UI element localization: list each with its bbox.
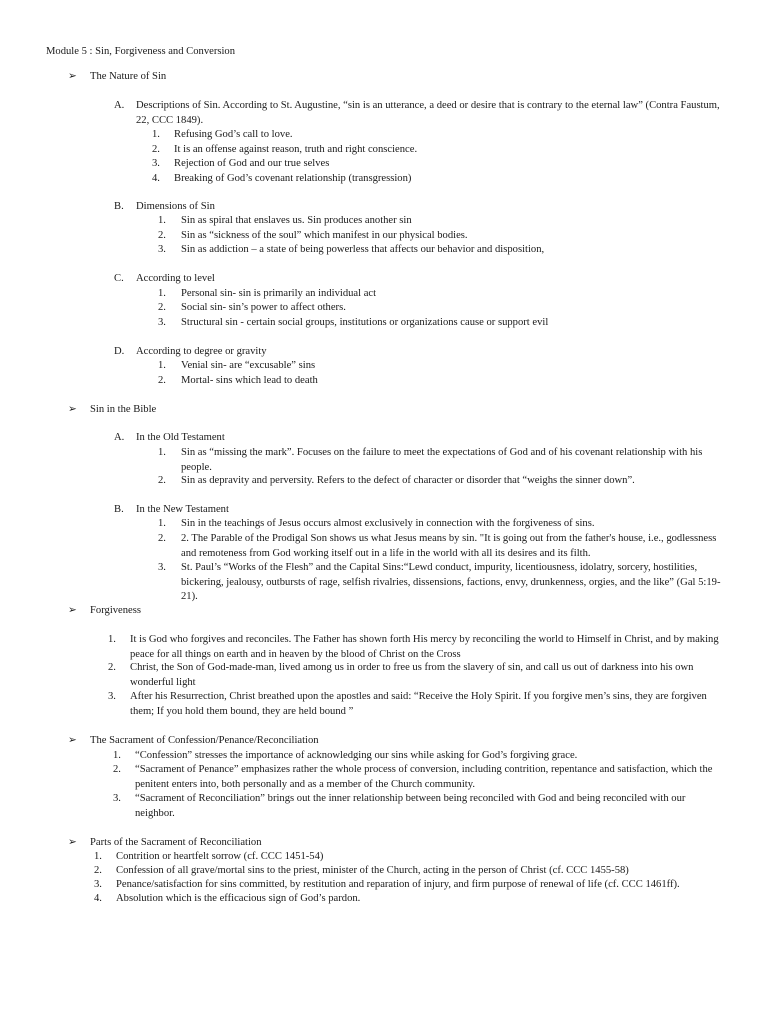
list-text: It is an offense against reason, truth and right conscience. xyxy=(174,144,418,155)
list-number: 3. xyxy=(94,879,102,890)
list-number: 3. xyxy=(113,793,121,804)
list-text: Contrition or heartfelt sorrow (cf. CCC 1451-54) xyxy=(116,851,324,862)
subsection-letter: B. xyxy=(114,504,124,515)
list-number: 2. xyxy=(108,662,116,673)
list-number: 1. xyxy=(158,360,166,371)
arrow-bullet-icon: ➢ xyxy=(68,404,77,415)
list-number: 4. xyxy=(152,173,160,184)
list-text: Penance/satisfaction for sins committed, by restitution and reparation of injury, and firm purpose of renewal of life (cf. CCC 1461ff). xyxy=(116,879,680,890)
list-text: Absolution which is the efficacious sign of God’s pardon. xyxy=(116,893,361,904)
list-text: Refusing God’s call to love. xyxy=(174,129,293,140)
list-text: Breaking of God’s covenant relationship (transgression) xyxy=(174,173,412,184)
subsection-text: In the New Testament xyxy=(136,504,229,515)
list-text: Rejection of God and our true selves xyxy=(174,158,330,169)
subsection-letter: B. xyxy=(114,201,124,212)
subsection-letter: A. xyxy=(114,432,125,443)
list-number: 4. xyxy=(94,893,102,904)
list-text: Social sin- sin’s power to affect others. xyxy=(181,302,346,313)
list-number: 2. xyxy=(158,475,166,486)
list-number: 1. xyxy=(94,851,102,862)
subsection-text: Descriptions of Sin. According to St. Augustine, “sin is an utterance, a deed or desire that is contrary to the eternal law” (Contra Faustum, 22, CCC 1849). xyxy=(136,100,720,126)
list-number: 2. xyxy=(158,375,166,386)
list-number: 1. xyxy=(158,518,166,529)
list-number: 2. xyxy=(158,230,166,241)
section-heading: The Nature of Sin xyxy=(90,71,167,82)
list-text: Mortal- sins which lead to death xyxy=(181,375,318,386)
list-text: “Confession” stresses the importance of acknowledging our sins while asking for God’s forgiving grace. xyxy=(135,750,578,761)
subsection-letter: D. xyxy=(114,346,125,357)
subsection-text: According to level xyxy=(136,273,215,284)
list-number: 1. xyxy=(108,634,116,645)
list-number: 3. xyxy=(158,562,166,573)
subsection-text: According to degree or gravity xyxy=(136,346,267,357)
list-text: Christ, the Son of God-made-man, lived among us in order to free us from the slavery of sin, and call us out of darkness into his own wonderful light xyxy=(130,662,694,688)
list-number: 3. xyxy=(158,244,166,255)
list-text: Confession of all grave/mortal sins to the priest, minister of the Church, acting in the person of Christ (cf. CCC 1455-58) xyxy=(116,865,629,876)
section-heading: Sin in the Bible xyxy=(90,404,157,415)
list-number: 2. xyxy=(94,865,102,876)
section-heading: Forgiveness xyxy=(90,605,142,616)
list-text: Sin in the teachings of Jesus occurs almost exclusively in connection with the forgiveness of sins. xyxy=(181,518,595,529)
list-number: 1. xyxy=(113,750,121,761)
arrow-bullet-icon: ➢ xyxy=(68,71,77,82)
list-text: Sin as depravity and perversity. Refers to the defect of character or disorder that “weighs the sinner down”. xyxy=(181,475,635,486)
list-text: After his Resurrection, Christ breathed upon the apostles and said: “Receive the Holy Spirit. If you forgive men’s sins, they are forgiven them; If you hold them bound, they are held bound ” xyxy=(130,691,707,717)
list-text: It is God who forgives and reconciles. The Father has shown forth His mercy by reconciling the world to Himself in Christ, and by making peace for all things on earth and in heaven by the blood of Christ on the Cross xyxy=(130,634,719,660)
arrow-bullet-icon: ➢ xyxy=(68,605,77,616)
list-text: Sin as spiral that enslaves us. Sin produces another sin xyxy=(181,215,412,226)
list-number: 1. xyxy=(158,288,166,299)
list-text: Personal sin- sin is primarily an individual act xyxy=(181,288,377,299)
list-text: Sin as addiction – a state of being powerless that affects our behavior and disposition, xyxy=(181,244,545,255)
list-text: 2. The Parable of the Prodigal Son shows us what Jesus means by sin. "It is going out from the father's house, i.e., godlessness and remoteness from God working itself out in a life in the world with all its desires and its filth. xyxy=(181,533,717,559)
list-number: 1. xyxy=(152,129,160,140)
list-text: Structural sin - certain social groups, institutions or organizations cause or support evil xyxy=(181,317,549,328)
subsection-letter: C. xyxy=(114,273,124,284)
arrow-bullet-icon: ➢ xyxy=(68,735,77,746)
list-text: St. Paul’s “Works of the Flesh” and the Capital Sins:“Lewd conduct, impurity, licentiousness, idolatry, sorcery, hostilities, bickering, jealousy, outbursts of rage, selfish rivalries, dissensions, factions, envy, drunkenness, orgies, and the like” (Gal 5:19- 21). xyxy=(181,562,721,603)
list-text: Sin as “missing the mark”. Focuses on the failure to meet the expectations of God and of his covenant relationship with his people. xyxy=(181,447,703,473)
list-number: 3. xyxy=(158,317,166,328)
list-text: Sin as “sickness of the soul” which manifest in our physical bodies. xyxy=(181,230,468,241)
list-number: 2. xyxy=(158,533,166,544)
subsection-text: In the Old Testament xyxy=(136,432,225,443)
list-number: 3. xyxy=(152,158,160,169)
list-text: “Sacrament of Penance” emphasizes rather the whole process of conversion, including contrition, repentance and satisfaction, which the penitent enters into, both personally and as a member of the Church community. xyxy=(135,764,713,790)
list-number: 2. xyxy=(152,144,160,155)
document-title: Module 5 : Sin, Forgiveness and Conversion xyxy=(46,46,236,57)
list-number: 3. xyxy=(108,691,116,702)
section-heading: Parts of the Sacrament of Reconciliation xyxy=(90,837,262,848)
list-number: 2. xyxy=(113,764,121,775)
arrow-bullet-icon: ➢ xyxy=(68,837,77,848)
list-number: 1. xyxy=(158,447,166,458)
section-heading: The Sacrament of Confession/Penance/Reconciliation xyxy=(90,735,319,746)
list-number: 1. xyxy=(158,215,166,226)
subsection-letter: A. xyxy=(114,100,125,111)
subsection-text: Dimensions of Sin xyxy=(136,201,215,212)
list-number: 2. xyxy=(158,302,166,313)
list-text: Venial sin- are “excusable” sins xyxy=(181,360,316,371)
list-text: “Sacrament of Reconciliation” brings out the inner relationship between being reconciled with God and being reconciled with our neighbor. xyxy=(135,793,686,819)
